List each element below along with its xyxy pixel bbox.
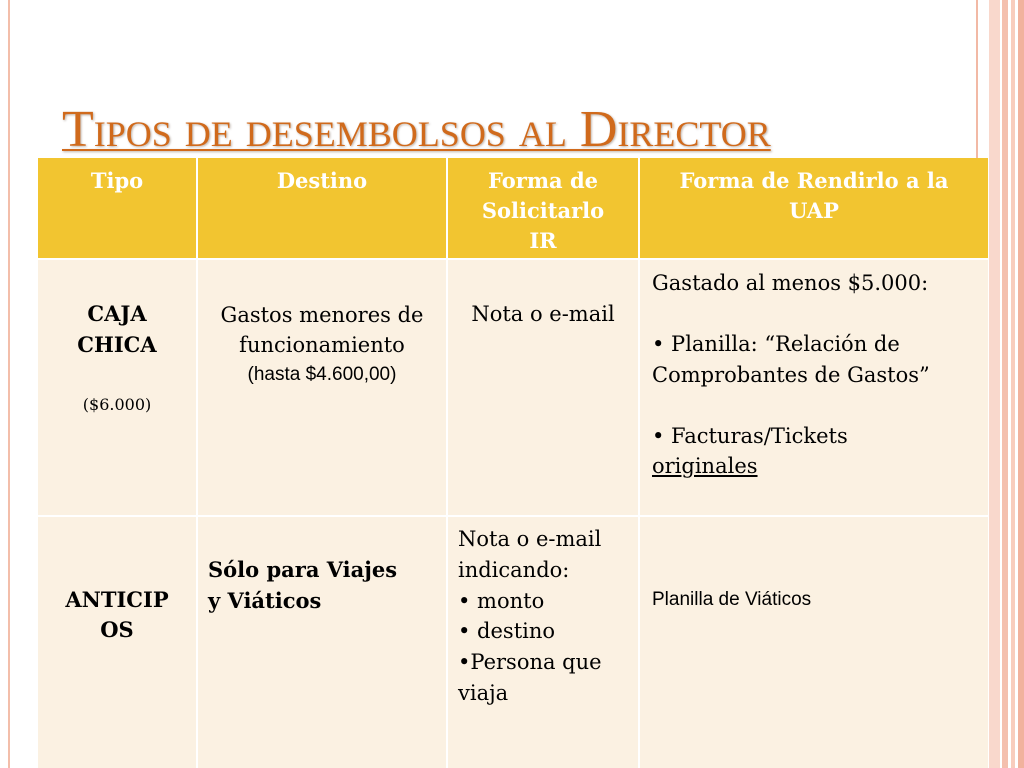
decorative-stripe — [1011, 0, 1015, 768]
header-cell-destino — [198, 158, 446, 258]
cell-intro: Gastado al menos $5.000: — [652, 271, 929, 295]
header-label: Forma de — [487, 168, 598, 193]
bullet-item — [652, 329, 988, 390]
cell-line: CAJA — [87, 301, 147, 326]
header-label: UAP — [789, 198, 839, 223]
cell-line: • destino — [458, 619, 556, 644]
cell-line: indicando: — [458, 557, 570, 582]
cell-line: Comprobantes de Gastos” — [652, 362, 930, 387]
cell-anticipos-tipo — [38, 517, 196, 768]
header-label: Destino — [276, 168, 368, 193]
cell-line: •Persona que — [458, 650, 602, 675]
cell-line: • Facturas/Tickets — [652, 423, 848, 448]
cell-line: y Viáticos — [208, 588, 322, 613]
cell-line: • monto — [458, 588, 545, 613]
decorative-stripe — [1018, 0, 1024, 768]
cell-line: • Planilla: “Relación de — [652, 332, 900, 356]
cell-caja-chica-tipo — [38, 260, 196, 515]
cell-caja-chica-forma-solicitar — [448, 260, 638, 515]
header-label: IR — [529, 228, 557, 253]
cell-line: Sólo para Viajes — [208, 557, 398, 582]
cell-line: Nota o e-mail — [458, 527, 602, 551]
cell-line: Gastos menores de — [220, 303, 424, 327]
header-cell-tipo — [38, 158, 196, 258]
header-label: Solicitarlo — [481, 198, 605, 223]
cell-line: CHICA — [77, 332, 157, 357]
cell-line: funcionamiento — [239, 333, 405, 357]
cell-line: OS — [100, 617, 134, 642]
cell-caja-chica-destino — [198, 260, 446, 515]
disbursement-table — [38, 158, 988, 768]
header-label: Forma de Rendirlo a la — [679, 168, 949, 193]
cell-caja-chica-forma-rendir — [640, 260, 988, 515]
fund-amount: ($6.000) — [82, 395, 152, 414]
cell-line: viaja — [458, 680, 509, 705]
cell-anticipos-destino — [198, 517, 446, 768]
header-cell-forma-rendir — [640, 158, 988, 258]
decorative-stripe — [989, 0, 1000, 768]
cell-line: Planilla de Viáticos — [652, 589, 812, 610]
underlined-text: originales — [652, 454, 758, 478]
slide-title: Tipos de desembolsos al Director — [62, 101, 771, 158]
cell-line: Nota o e-mail — [471, 302, 615, 326]
cell-anticipos-forma-solicitar — [448, 517, 638, 768]
header-cell-forma-solicitar — [448, 158, 638, 258]
expense-limit: (hasta $4.600,00) — [247, 364, 397, 385]
header-label: Tipo — [90, 168, 144, 193]
bullet-item — [652, 421, 988, 482]
left-border-line — [8, 0, 10, 768]
cell-line: ANTICIP — [65, 587, 169, 612]
decorative-stripe — [1002, 0, 1008, 768]
cell-anticipos-forma-rendir — [640, 517, 988, 768]
